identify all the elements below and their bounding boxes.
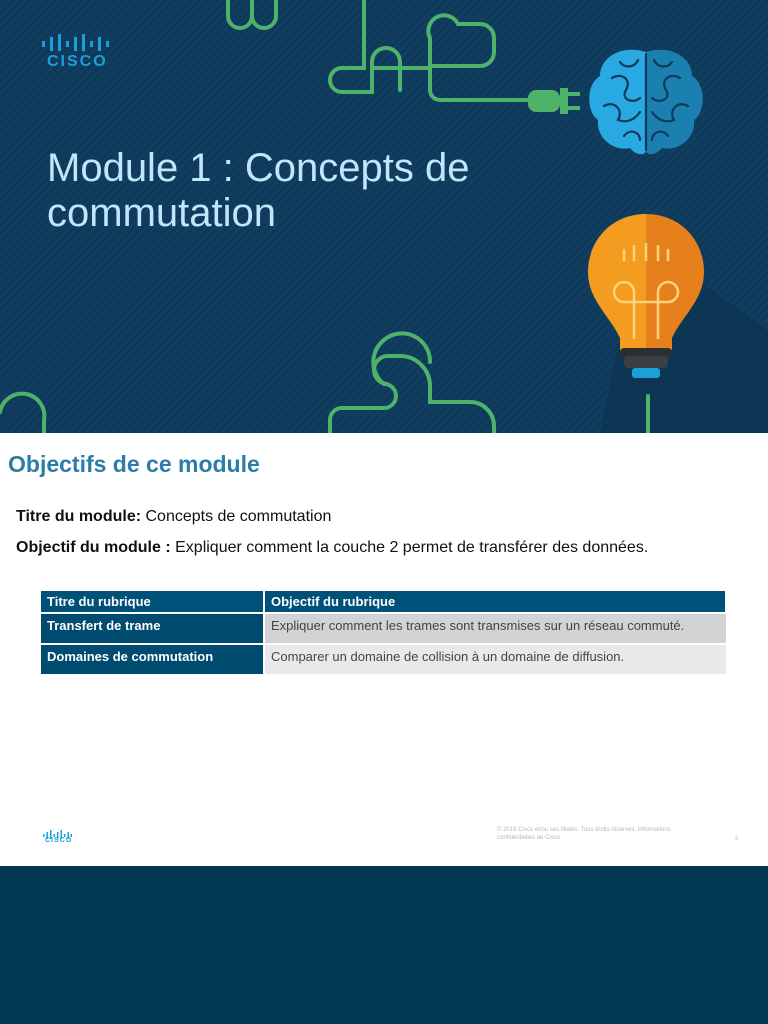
cisco-logo-text: CISCO (47, 53, 108, 70)
column-header-objective: Objectif du rubrique (264, 591, 726, 613)
title-slide (0, 0, 768, 433)
topic-objective: Comparer un domaine de collision à un domaine de diffusion. (264, 644, 726, 675)
page-number: 2 (735, 836, 739, 842)
footer-logo-text: CISCO (45, 837, 73, 844)
topics-table (41, 591, 727, 676)
copyright-text: © 2016 Cisco et/ou ses filiales. Tous droits réservés. Informations confidentielles de Cisco (497, 827, 671, 841)
slide-title-line1: Module 1 : Concepts de (47, 146, 470, 190)
module-objective-line (16, 539, 648, 557)
slide-heading: Objectifs de ce module (8, 451, 260, 477)
topic-name: Transfert de trame (41, 613, 264, 644)
table-row (41, 613, 726, 644)
column-header-topic: Titre du rubrique (41, 591, 264, 613)
topic-name: Domaines de commutation (41, 644, 264, 675)
table-header-row (41, 591, 726, 613)
topic-objective: Expliquer comment les trames sont transmises sur un réseau commuté. (264, 613, 726, 644)
module-title-value: Concepts de commutation (141, 508, 332, 525)
empty-background (0, 866, 768, 1024)
slide-title-line2: commutation (47, 191, 276, 235)
module-title-line (16, 508, 331, 526)
footer-cisco-logo (42, 827, 72, 847)
objectives-slide (0, 433, 768, 866)
table-row (41, 644, 726, 675)
lightbulb-icon (0, 0, 768, 433)
module-title-label: Titre du module: (16, 508, 142, 525)
module-objective-value: Expliquer comment la couche 2 permet de transférer des données. (170, 539, 649, 556)
module-objective-label: Objectif du module : (16, 539, 171, 556)
